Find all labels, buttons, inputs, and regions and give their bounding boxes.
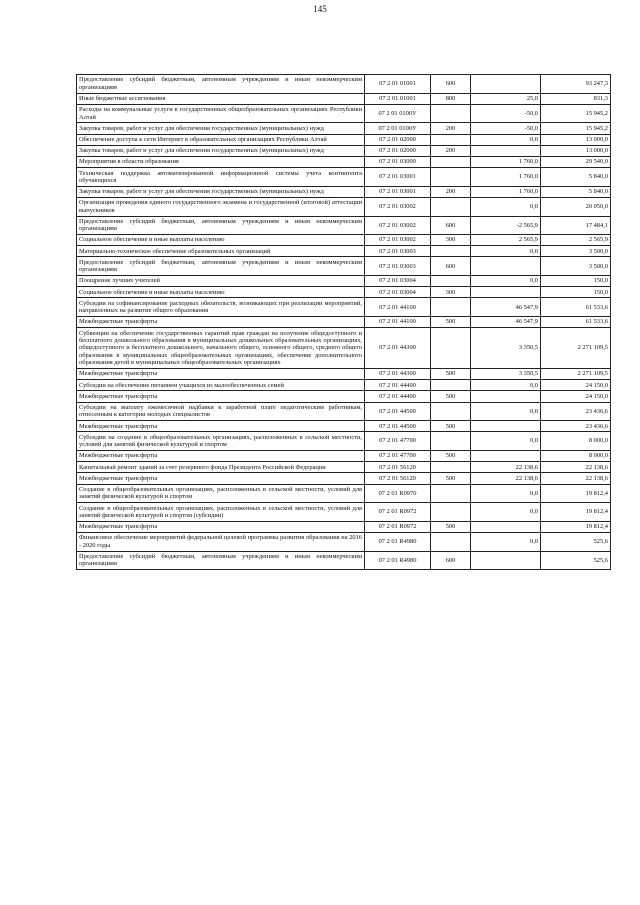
row-change-amount bbox=[471, 257, 541, 276]
table-row bbox=[77, 462, 611, 473]
row-expense-type: 500 bbox=[431, 391, 471, 402]
row-code: 07 2 01 56120 bbox=[365, 462, 431, 473]
table-row bbox=[77, 298, 611, 317]
row-code: 07 2 01 0100У bbox=[365, 104, 431, 123]
row-name: Финансовое обеспечение мероприятий федеральной целевой программы развития образования на 2016 - 2020 годы bbox=[77, 532, 365, 551]
row-total-amount: 2 271 109,5 bbox=[541, 369, 611, 380]
row-name: Материально-техническое обеспечение образовательных организаций bbox=[77, 246, 365, 257]
page-number: 145 bbox=[313, 4, 327, 14]
table-row bbox=[77, 421, 611, 432]
table-row bbox=[77, 168, 611, 187]
row-expense-type bbox=[431, 462, 471, 473]
row-expense-type: 800 bbox=[431, 93, 471, 104]
table-row bbox=[77, 369, 611, 380]
row-expense-type bbox=[431, 503, 471, 522]
row-code: 07 2 01 0100У bbox=[365, 123, 431, 134]
row-code: 07 2 01 R0970 bbox=[365, 484, 431, 503]
row-code: 07 2 01 44400 bbox=[365, 380, 431, 391]
row-code: 07 2 01 44100 bbox=[365, 298, 431, 317]
row-total-amount: 5 840,0 bbox=[541, 186, 611, 197]
row-expense-type: 500 bbox=[431, 369, 471, 380]
row-code: 07 2 01 03000 bbox=[365, 156, 431, 167]
row-name: Межбюджетные трансферты bbox=[77, 317, 365, 328]
row-name: Субсидии на софинансирование расходных обязательств, возникающих при реализации мероприятий, направленных на развитие общего образования bbox=[77, 298, 365, 317]
row-change-amount: 0,0 bbox=[471, 532, 541, 551]
table-row bbox=[77, 328, 611, 369]
row-expense-type bbox=[431, 432, 471, 451]
row-change-amount: 3 350,5 bbox=[471, 328, 541, 369]
row-code: 07 2 01 44400 bbox=[365, 391, 431, 402]
table-row bbox=[77, 134, 611, 145]
table-row bbox=[77, 287, 611, 298]
row-code: 07 2 01 02000 bbox=[365, 134, 431, 145]
row-total-amount: 17 484,1 bbox=[541, 216, 611, 235]
row-expense-type: 200 bbox=[431, 123, 471, 134]
row-total-amount: 24 150,0 bbox=[541, 380, 611, 391]
row-total-amount: 24 150,0 bbox=[541, 391, 611, 402]
table-row bbox=[77, 257, 611, 276]
row-total-amount: 13 000,0 bbox=[541, 134, 611, 145]
row-total-amount: 22 138,6 bbox=[541, 462, 611, 473]
row-expense-type: 600 bbox=[431, 257, 471, 276]
row-total-amount: 29 540,0 bbox=[541, 156, 611, 167]
row-change-amount: 0,0 bbox=[471, 503, 541, 522]
row-change-amount bbox=[471, 145, 541, 156]
row-change-amount bbox=[471, 450, 541, 461]
row-total-amount: 3 500,0 bbox=[541, 257, 611, 276]
row-code: 07 2 01 R0972 bbox=[365, 521, 431, 532]
row-change-amount: -50,0 bbox=[471, 104, 541, 123]
row-code: 07 2 01 44300 bbox=[365, 369, 431, 380]
row-code: 07 2 01 03003 bbox=[365, 246, 431, 257]
row-name: Социальное обеспечение и иные выплаты населению bbox=[77, 287, 365, 298]
row-code: 07 2 01 01001 bbox=[365, 93, 431, 104]
row-total-amount: 22 138,6 bbox=[541, 473, 611, 484]
table-row bbox=[77, 521, 611, 532]
row-total-amount: 525,6 bbox=[541, 532, 611, 551]
row-name: Межбюджетные трансферты bbox=[77, 521, 365, 532]
row-change-amount bbox=[471, 521, 541, 532]
row-total-amount: 15 945,2 bbox=[541, 104, 611, 123]
row-code: 07 2 01 03001 bbox=[365, 186, 431, 197]
table-row bbox=[77, 104, 611, 123]
row-code: 07 2 01 03003 bbox=[365, 257, 431, 276]
row-code: 07 2 01 47700 bbox=[365, 432, 431, 451]
table-row bbox=[77, 391, 611, 402]
row-expense-type: 500 bbox=[431, 450, 471, 461]
table-row bbox=[77, 484, 611, 503]
row-expense-type bbox=[431, 156, 471, 167]
row-change-amount: 2 565,9 bbox=[471, 235, 541, 246]
row-expense-type bbox=[431, 197, 471, 216]
row-code: 07 2 01 44300 bbox=[365, 328, 431, 369]
row-change-amount bbox=[471, 75, 541, 94]
row-expense-type bbox=[431, 168, 471, 187]
row-total-amount: 19 812,4 bbox=[541, 521, 611, 532]
row-name: Предоставление субсидий бюджетным, автономным учреждениям и иным некоммерческим организациям bbox=[77, 216, 365, 235]
row-expense-type bbox=[431, 298, 471, 317]
row-change-amount: -50,0 bbox=[471, 123, 541, 134]
row-name: Субсидии на обеспечение питанием учащихся из малообеспеченных семей bbox=[77, 380, 365, 391]
row-total-amount: 13 000,0 bbox=[541, 145, 611, 156]
table-row bbox=[77, 450, 611, 461]
row-expense-type: 600 bbox=[431, 216, 471, 235]
row-name: Создание в общеобразовательных организациях, расположенных в сельской местности, условий для занятий физической культурой и спортом bbox=[77, 484, 365, 503]
row-change-amount: 0,0 bbox=[471, 246, 541, 257]
row-change-amount: 0,0 bbox=[471, 276, 541, 287]
table-row bbox=[77, 123, 611, 134]
row-name: Предоставление субсидий бюджетным, автономным учреждениям и иным некоммерческим организациям bbox=[77, 75, 365, 94]
row-expense-type bbox=[431, 402, 471, 421]
table-row bbox=[77, 216, 611, 235]
row-change-amount: -2 565,9 bbox=[471, 216, 541, 235]
row-code: 07 2 01 47700 bbox=[365, 450, 431, 461]
row-expense-type bbox=[431, 134, 471, 145]
row-change-amount: 3 350,5 bbox=[471, 369, 541, 380]
row-code: 07 2 01 03004 bbox=[365, 287, 431, 298]
row-name: Предоставление субсидий бюджетным, автономным учреждениям и иным некоммерческим организациям bbox=[77, 257, 365, 276]
row-name: Организация проведения единого государственного экзамена и государственной (итоговой) аттестации выпускников bbox=[77, 197, 365, 216]
row-total-amount: 525,6 bbox=[541, 551, 611, 570]
row-change-amount: 25,0 bbox=[471, 93, 541, 104]
row-name: Закупка товаров, работ и услуг для обеспечения государственных (муниципальных) нужд bbox=[77, 123, 365, 134]
row-change-amount: 0,0 bbox=[471, 134, 541, 145]
row-total-amount: 19 812,4 bbox=[541, 484, 611, 503]
table-row bbox=[77, 551, 611, 570]
row-total-amount: 2 271 109,5 bbox=[541, 328, 611, 369]
row-total-amount: 61 533,6 bbox=[541, 317, 611, 328]
row-expense-type: 500 bbox=[431, 317, 471, 328]
table-row bbox=[77, 402, 611, 421]
table-row bbox=[77, 473, 611, 484]
row-name: Техническая поддержка автоматизированной информационной системы учета контингента обучающихся bbox=[77, 168, 365, 187]
row-expense-type bbox=[431, 276, 471, 287]
row-total-amount: 8 000,0 bbox=[541, 432, 611, 451]
row-code: 07 2 01 R0972 bbox=[365, 503, 431, 522]
row-expense-type bbox=[431, 532, 471, 551]
row-change-amount bbox=[471, 287, 541, 298]
row-name: Предоставление субсидий бюджетным, автономным учреждениям и иным некоммерческим организациям bbox=[77, 551, 365, 570]
row-expense-type bbox=[431, 246, 471, 257]
table-row bbox=[77, 532, 611, 551]
table-row bbox=[77, 317, 611, 328]
row-name: Межбюджетные трансферты bbox=[77, 473, 365, 484]
row-expense-type bbox=[431, 380, 471, 391]
row-code: 07 2 01 02000 bbox=[365, 145, 431, 156]
row-change-amount: 46 547,9 bbox=[471, 317, 541, 328]
table-row bbox=[77, 93, 611, 104]
row-code: 07 2 01 01001 bbox=[365, 75, 431, 94]
row-code: 07 2 01 56120 bbox=[365, 473, 431, 484]
row-change-amount: 22 138,6 bbox=[471, 462, 541, 473]
table-row bbox=[77, 75, 611, 94]
row-name: Поощрение лучших учителей bbox=[77, 276, 365, 287]
row-expense-type bbox=[431, 104, 471, 123]
row-change-amount: 0,0 bbox=[471, 197, 541, 216]
row-code: 07 2 01 03002 bbox=[365, 235, 431, 246]
row-expense-type: 500 bbox=[431, 421, 471, 432]
row-name: Капитальный ремонт зданий за счет резервного фонда Президента Российской Федерации bbox=[77, 462, 365, 473]
row-name: Расходы на коммунальные услуги в государственных общеобразовательных организациях Республики Алтай bbox=[77, 104, 365, 123]
row-total-amount: 5 840,0 bbox=[541, 168, 611, 187]
table-row bbox=[77, 503, 611, 522]
row-change-amount bbox=[471, 421, 541, 432]
row-code: 07 2 01 03001 bbox=[365, 168, 431, 187]
row-name: Закупка товаров, работ и услуг для обеспечения государственных (муниципальных) нужд bbox=[77, 145, 365, 156]
budget-table bbox=[76, 74, 611, 570]
row-name: Обеспечение доступа к сети Интернет в образовательных организациях Республики Алтай bbox=[77, 134, 365, 145]
table-row bbox=[77, 197, 611, 216]
row-total-amount: 831,3 bbox=[541, 93, 611, 104]
row-code: 07 2 01 44500 bbox=[365, 421, 431, 432]
row-code: 07 2 01 03002 bbox=[365, 197, 431, 216]
table-row bbox=[77, 432, 611, 451]
row-total-amount: 20 050,0 bbox=[541, 197, 611, 216]
table-row bbox=[77, 246, 611, 257]
row-name: Субсидии на создание в общеобразовательных организациях, расположенных в сельской местности, условий для занятий физической культурой и спортом bbox=[77, 432, 365, 451]
row-change-amount: 1 760,0 bbox=[471, 156, 541, 167]
row-change-amount: 1 760,0 bbox=[471, 168, 541, 187]
row-change-amount: 0,0 bbox=[471, 484, 541, 503]
row-total-amount: 19 812,4 bbox=[541, 503, 611, 522]
row-name: Субсидии на выплату ежемесячной надбавки к заработной плате педагогическим работникам, отнесенным к категории молодых специалистов bbox=[77, 402, 365, 421]
row-expense-type: 300 bbox=[431, 287, 471, 298]
row-change-amount bbox=[471, 391, 541, 402]
row-name: Межбюджетные трансферты bbox=[77, 391, 365, 402]
row-expense-type: 200 bbox=[431, 145, 471, 156]
row-total-amount: 23 436,6 bbox=[541, 402, 611, 421]
row-expense-type: 600 bbox=[431, 551, 471, 570]
row-name: Закупка товаров, работ и услуг для обеспечения государственных (муниципальных) нужд bbox=[77, 186, 365, 197]
row-total-amount: 150,0 bbox=[541, 287, 611, 298]
row-expense-type: 500 bbox=[431, 473, 471, 484]
row-change-amount: 22 138,6 bbox=[471, 473, 541, 484]
row-code: 07 2 01 44500 bbox=[365, 402, 431, 421]
row-expense-type: 300 bbox=[431, 235, 471, 246]
row-total-amount: 8 000,0 bbox=[541, 450, 611, 461]
row-total-amount: 3 500,0 bbox=[541, 246, 611, 257]
row-expense-type: 200 bbox=[431, 186, 471, 197]
row-name: Создание в общеобразовательных организациях, расположенных в сельской местности, условий для занятий физической культурой и спортом (субсидии) bbox=[77, 503, 365, 522]
row-expense-type bbox=[431, 328, 471, 369]
row-code: 07 2 01 03004 bbox=[365, 276, 431, 287]
row-total-amount: 150,0 bbox=[541, 276, 611, 287]
row-name: Межбюджетные трансферты bbox=[77, 421, 365, 432]
row-total-amount: 15 945,2 bbox=[541, 123, 611, 134]
row-name: Межбюджетные трансферты bbox=[77, 369, 365, 380]
table-row bbox=[77, 380, 611, 391]
table-row bbox=[77, 156, 611, 167]
row-code: 07 2 01 R4980 bbox=[365, 551, 431, 570]
row-code: 07 2 01 R4980 bbox=[365, 532, 431, 551]
row-total-amount: 61 533,6 bbox=[541, 298, 611, 317]
row-change-amount: 0,0 bbox=[471, 432, 541, 451]
row-name: Социальное обеспечение и иные выплаты населению bbox=[77, 235, 365, 246]
table-row bbox=[77, 186, 611, 197]
row-name: Иные бюджетные ассигнования bbox=[77, 93, 365, 104]
table-row bbox=[77, 145, 611, 156]
row-name: Межбюджетные трансферты bbox=[77, 450, 365, 461]
row-change-amount: 0,0 bbox=[471, 380, 541, 391]
row-change-amount bbox=[471, 551, 541, 570]
row-total-amount: 93 247,3 bbox=[541, 75, 611, 94]
row-change-amount: 0,0 bbox=[471, 402, 541, 421]
budget-table-body bbox=[77, 75, 611, 570]
row-code: 07 2 01 44100 bbox=[365, 317, 431, 328]
row-change-amount: 1 760,0 bbox=[471, 186, 541, 197]
table-row bbox=[77, 235, 611, 246]
row-code: 07 2 01 03002 bbox=[365, 216, 431, 235]
row-expense-type: 600 bbox=[431, 75, 471, 94]
table-row bbox=[77, 276, 611, 287]
row-name: Мероприятия в области образования bbox=[77, 156, 365, 167]
row-expense-type: 500 bbox=[431, 521, 471, 532]
row-name: Субвенции на обеспечение государственных гарантий прав граждан на получение общедоступного и бесплатного дошкольного образования в муниципальных дошкольных образовательных организациях, общедоступного и бесплатного дошкольного, начального общего, основного общего, среднего общего образования в муниципальных общеобразовательных организациях, обеспечение дополнительного образования детей в муниципальных общеобразовательных организациях bbox=[77, 328, 365, 369]
row-total-amount: 23 436,6 bbox=[541, 421, 611, 432]
row-change-amount: 46 547,9 bbox=[471, 298, 541, 317]
row-total-amount: 2 565,9 bbox=[541, 235, 611, 246]
row-expense-type bbox=[431, 484, 471, 503]
